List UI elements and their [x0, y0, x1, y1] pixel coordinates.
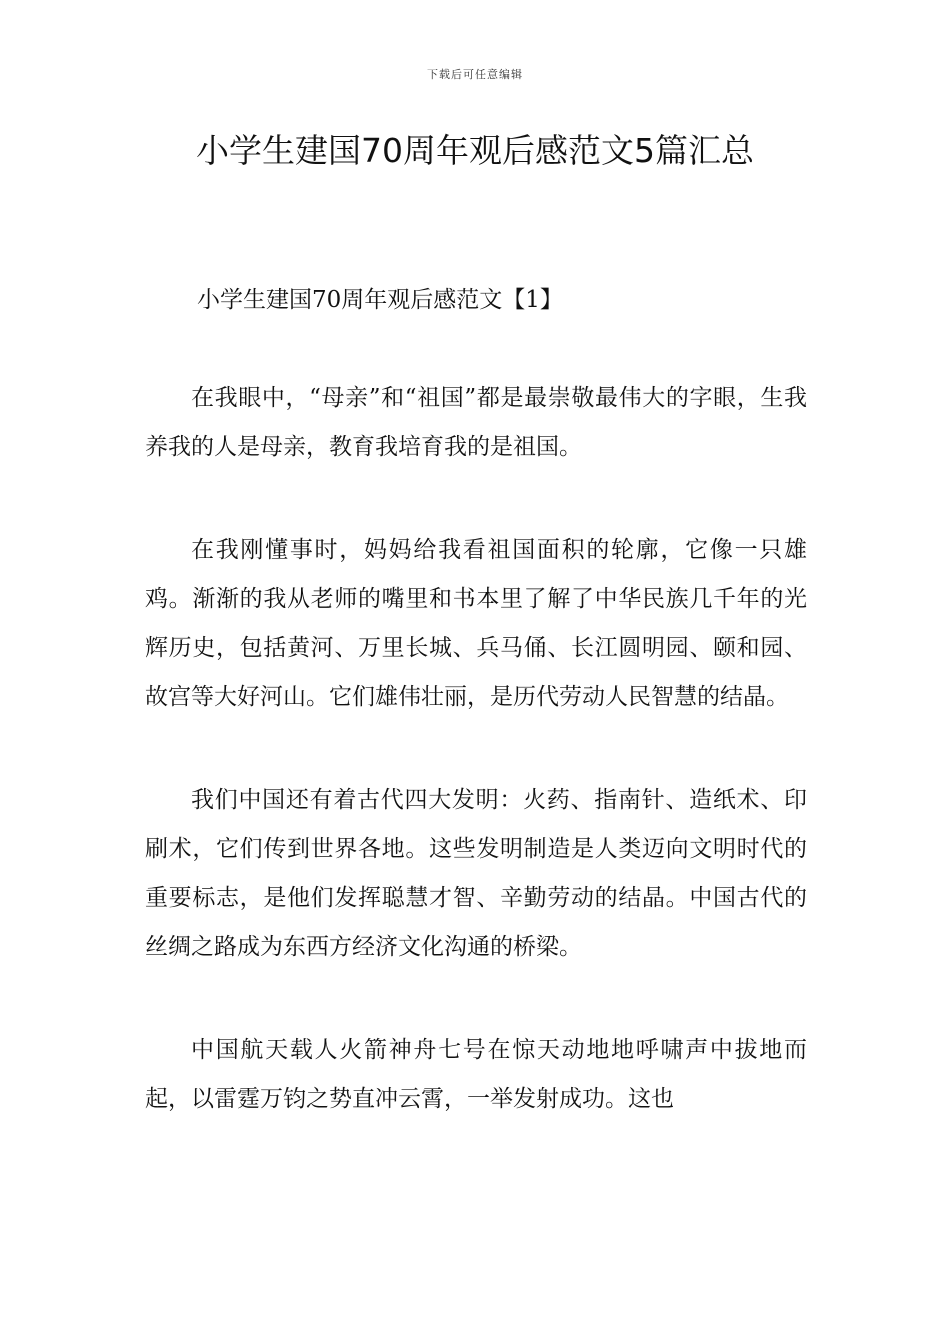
- paragraph: 在我刚懂事时，妈妈给我看祖国面积的轮廓，它像一只雄鸡。渐渐的我从老师的嘴里和书本里了解了中华民族几千年的光辉历史，包括黄河、万里长城、兵马俑、长江圆明园、颐和园、故宫等大好河山。它们雄伟壮丽，是历代劳动人民智慧的结晶。: [145, 537, 807, 710]
- paragraph: 在我眼中，“母亲”和“祖国”都是最崇敬最伟大的字眼，生我养我的人是母亲，教育我培育我的是祖国。: [145, 385, 807, 460]
- paragraph: 中国航天载人火箭神舟七号在惊天动地地呼啸声中拔地而起，以雷霆万钧之势直冲云霄，一举发射成功。这也: [145, 1037, 807, 1112]
- header-note: 下载后可任意编辑: [427, 68, 523, 81]
- document-title: 小学生建国70周年观后感范文5篇汇总: [196, 131, 754, 170]
- body-text: [145, 374, 807, 1178]
- section-heading: 小学生建国70周年观后感范文【1】: [197, 287, 563, 313]
- paragraph: 我们中国还有着古代四大发明：火药、指南针、造纸术、印刷术，它们传到世界各地。这些发明制造是人类迈向文明时代的重要标志，是他们发挥聪慧才智、辛勤劳动的结晶。中国古代的丝绸之路成为东西方经济文化沟通的桥梁。: [145, 787, 807, 960]
